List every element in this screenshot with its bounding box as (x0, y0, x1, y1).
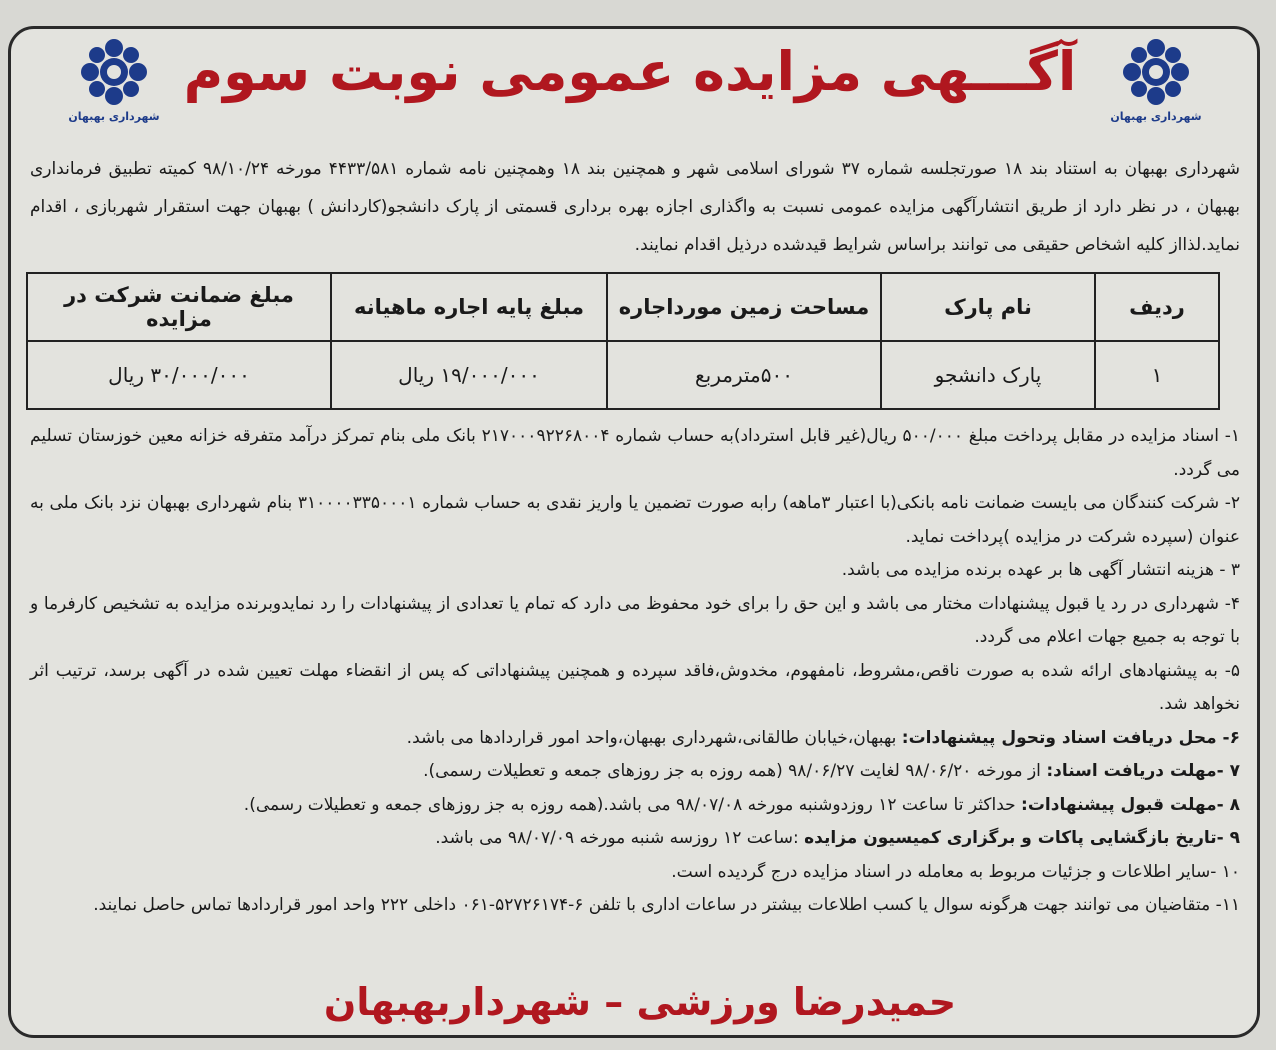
clause-item: ۹ -تاریخ بازگشایی پاکات و برگزاری کمیسیون مزایده :ساعت ۱۲ روزسه شنبه مورخه ۹۸/۰۷/۰۹ می باشد. (435, 828, 1240, 848)
table-header-row (27, 273, 1219, 341)
clause-item: ۲- شرکت کنندگان می بایست ضمانت نامه بانکی(با اعتبار ۳ماهه) رابه صورت تضمین یا واریز نقدی به حساب شماره ۳۱۰۰۰۰۳۳۵۰۰۰۱ بنام شهرداری بهبهان نزد بانک ملی به عنوان (سپرده شرکت در مزایده )پرداخت نماید. (30, 493, 1240, 547)
clause-item: ۱۰ -سایر اطلاعات و جزئیات مربوط به معامله در اسناد مزایده درج گردیده است. (671, 861, 1240, 882)
notice-title: آگـــهی مزایده عمومی نوبت سوم (183, 40, 1077, 103)
cell-land-area: ۵۰۰مترمربع (607, 341, 881, 409)
header-park-name: نام پارک (881, 273, 1095, 341)
cell-park-name: پارک دانشجو (881, 341, 1095, 409)
clause-item: ۱۱- متقاضیان می توانند جهت هرگونه سوال یا کسب اطلاعات بیشتر در ساعات اداری با تلفن ۶-۵۲۷۲۶۱۷۴-۰۶۱ داخلی ۲۲۲ واحد امور قراردادها تماس حاصل نمایند. (93, 895, 1240, 915)
clause-item: ۴- شهرداری در رد یا قبول پیشنهادات مختار می باشد و این حق را برای خود محفوظ می دارد که تمام یا تعدادی از پیشنهادات را رد نمایدوبرنده مزایده به تشخیص کارفرما و با توجه به جمیع جهات اعلام می گردد. (30, 593, 1240, 647)
intro-paragraph: شهرداری بهبهان به استناد بند ۱۸ صورتجلسه شماره ۳۷ شورای اسلامی شهر و همچنین بند ۱۸ وهمچنین نامه شماره ۴۴۳۳/۵۸۱ مورخه ۹۸/۱۰/۲۴ کمیته تطبیق فرمانداری بهبهان ، در نظر دارد از طریق انتشارآگهی مزایده عمومی نسبت به واگذاری اجازه بهره برداری قسمتی از پارک دانشجو(کاردانش ) بهبهان جهت استقرار شهربازی ، اقدام نماید.لذااز کلیه اشخاص حقیقی می توانند براساس شرایط قیدشده درذیل اقدام نمایند. (30, 159, 1241, 255)
clause-item: ۵- به پیشنهادهای ارائه شده به صورت ناقص،مشروط، نامفهوم، مخدوش،فاقد سپرده و همچنین پیشنهاداتی که پس از انقضاء مهلت تعیین شده در آگهی برسد، ترتیب اثر نخواهد شد. (30, 660, 1240, 714)
emblem-icon (78, 36, 150, 108)
clause-item: ۸ -مهلت قبول پیشنهادات: حداکثر تا ساعت ۱۲ روزدوشنبه مورخه ۹۸/۰۷/۰۸ می باشد.(همه روزه به جز روزهای جمعه و تعطیلات رسمی). (243, 794, 1240, 815)
clause-item: ۷ -مهلت دریافت اسناد: از مورخه ۹۸/۰۶/۲۰ لغایت ۹۸/۰۶/۲۷ (همه روزه به جز روزهای جمعه و تعطیلات رسمی). (423, 761, 1240, 781)
clause-label: ۷ -مهلت دریافت اسناد: (1046, 761, 1240, 781)
cell-guarantee-amount: ۳۰/۰۰۰/۰۰۰ ریال (27, 341, 331, 409)
emblem-icon (1120, 36, 1192, 108)
clause-item: ۳ - هزینه انتشار آگهی ها بر عهده برنده مزایده می باشد. (841, 560, 1240, 580)
header-monthly-rent: مبلغ پایه اجاره ماهیانه (331, 273, 607, 341)
header-land-area: مساحت زمین مورداجاره (607, 273, 881, 341)
signature: حمیدرضا ورزشی – شهرداربهبهان (323, 980, 957, 1024)
clause-item: ۱- اسناد مزایده در مقابل پرداخت مبلغ ۵۰۰/۰۰۰ ریال(غیر قابل استرداد)به حساب شماره ۲۱۷۰۰۰۹۲۲۶۸۰۰۴ بانک ملی بنام تمرکز درآمد متفرقه خزانه معین خوزستان تسلیم می گردد. (30, 426, 1241, 480)
clauses-list (30, 420, 1240, 923)
municipality-logo-left (66, 36, 162, 126)
table-row (27, 341, 1219, 409)
cell-monthly-rent: ۱۹/۰۰۰/۰۰۰ ریال (331, 341, 607, 409)
municipality-logo-right (1108, 36, 1204, 126)
clause-item: ۶- محل دریافت اسناد وتحول پیشنهادات: بهبهان،خیابان طالقانی،شهرداری بهبهان،واحد امور قراردادها می باشد. (406, 727, 1240, 748)
logo-caption: شهرداری بهبهان (68, 110, 160, 123)
clause-label: ۸ -مهلت قبول پیشنهادات: (1021, 794, 1240, 815)
header-guarantee-amount: مبلغ ضمانت شرکت در مزایده (27, 273, 331, 341)
auction-table (26, 272, 1220, 410)
logo-caption: شهرداری بهبهان (1110, 110, 1202, 123)
clause-label: ۹ -تاریخ بازگشایی پاکات و برگزاری کمیسیون مزایده (804, 828, 1240, 848)
cell-row-number: ۱ (1095, 341, 1219, 409)
header-row-number: ردیف (1095, 273, 1219, 341)
clause-label: ۶- محل دریافت اسناد وتحول پیشنهادات: (901, 727, 1240, 748)
